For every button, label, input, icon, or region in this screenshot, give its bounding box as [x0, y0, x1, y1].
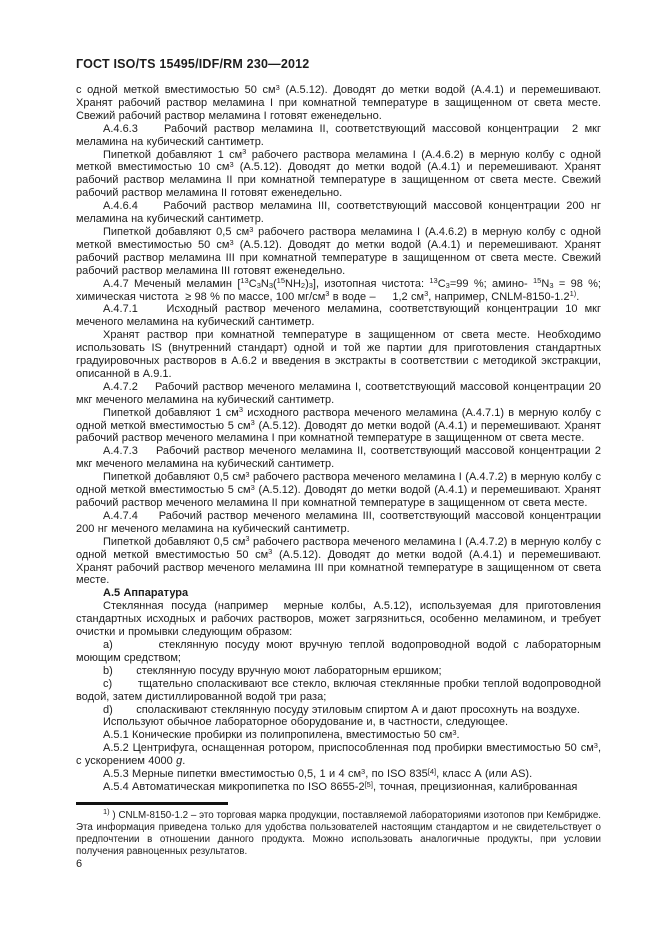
- paragraph: a) стеклянную посуду моют вручную теплой водопроводной водой с лабораторным моющим средством;: [76, 638, 601, 664]
- paragraph: А.5 Аппаратура: [103, 587, 189, 600]
- paragraph: Пипеткой добавляют 1 $см^3$ исходного раствора меченого меламина (А.4.7.1) в мерную колбу с одной меткой вместимостью 5 $см^3$ (А.5.12). Доводят до метки водой (А.4.1) и перемешивают. Хранят рабочий раствор меченого меламина I при комнатной температуре в защищенном от света месте.: [76, 405, 601, 445]
- paragraph: А.4.6.4 Рабочий раствор меламина III, соответствующий массовой концентрации 200 нг меламина на кубический сантиметр.: [76, 200, 601, 226]
- paragraph: Хранят раствор при комнатной температуре в защищенном от света месте. Необходимо использовать IS (внутренний стандарт) одной и той же партии для приготовления стандартных градуировочных растворов в А.6.2 и введения в экстракты в соответствии с методикой экстракции, описанной в А.9.1.: [76, 329, 601, 380]
- paragraph: Пипеткой добавляют 0,5 $см^3$ рабочего раствора меченого меламина I (А.4.7.2) в мерную колбу с одной меткой вместимостью 5 $см^3$ (А.5.12). Доводят до метки водой (А.4.1) и перемешивают. Хранят рабочий раствор меченого меламина II при комнатной температуре в защищенном от света месте.: [76, 469, 601, 509]
- paragraph: c) тщательно споласкивают все стекло, включая стеклянные пробки теплой водопроводной водой, затем дистиллированной водой три раза;: [76, 677, 601, 703]
- footnote-rule: [76, 802, 228, 805]
- paragraph: А.4.7 Меченый меламин $[^{13}C_3N_3(^{15}NH_2)_3]$, изотопная чистота: $^{13}C_3=99$ %; амино- $^{15}N_3 = 98$ %; химическая чистота ≥ 98 % по массе, 100 $мг/см^3$ в воде – 1,2 $см^3$, например, CNLM-8150-1.2$^{1)}$.: [76, 276, 601, 303]
- page-number: 6: [76, 858, 83, 871]
- paragraph: Пипеткой добавляют 0,5 $см^3$ рабочего раствора меламина I (А.4.6.2) в мерную колбу с одной меткой вместимостью 50 $см^3$ (А.5.12). Доводят до метки водой (А.4.1) и перемешивают. Хранят рабочий раствор меламина III при комнатной температуре в защищенном от света месте. Свежий рабочий раствор меламина III готовят еженедельно.: [76, 224, 601, 277]
- paragraph: А.4.7.3 Рабочий раствор меченого меламина II, соответствующий массовой концентрации 2 мкг меченого меламина на кубический сантиметр.: [76, 445, 601, 471]
- paragraph: Пипеткой добавляют 0,5 $см^3$ рабочего раствора меченого меламина I (А.4.7.2) в мерную колбу с одной меткой вместимостью 50 $см^3$ (А.5.12). Доводят до метки водой (А.4.1) и перемешивают. Хранят рабочий раствор меченого меламина III при комнатной температуре в защищенном от света месте.: [76, 534, 601, 587]
- paragraph: А.5.2 Центрифуга, оснащенная ротором, приспособленная под пробирки вместимостью 50 $см^3$, с ускорением 4000 g.: [76, 740, 601, 768]
- paragraph: А.4.7.4 Рабочий раствор меченого меламина III, соответствующий массовой концентрации 200 нг меченого меламина на кубический сантиметр.: [76, 509, 601, 535]
- footnote-text: $^{1)}$ ) CNLM-8150-1.2 – это торговая марка продукции, поставляемой лабораториями изотопов при Кембридже. Эта информация приведена только для удобства пользователей настоящим стандартом и не свидетельствует о предпочтении в отношении данного продукта. Можно использовать аналогичные продукты, при условии получения равноценных результатов.: [76, 807, 601, 857]
- doc-title: ГОСТ ISO/TS 15495/IDF/RM 230—2012: [76, 57, 310, 71]
- paragraph: А.5.4 Автоматическая микропипетка по ISO 8655-2[5], точная, прецизионная, калиброванная: [103, 779, 578, 793]
- paragraph: d) споласкивают стеклянную посуду этиловым спиртом А и дают просохнуть на воздухе.: [103, 703, 580, 716]
- paragraph: b) стеклянную посуду вручную моют лабораторным ершиком;: [103, 664, 442, 677]
- paragraph: А.4.7.2 Рабочий раствор меченого меламина I, соответствующий массовой концентрации 20 мкг меченого меламина на кубический сантиметр.: [76, 380, 601, 406]
- paragraph: А.5.1 Конические пробирки из полипропилена, вместимостью 50 $см^3$.: [103, 727, 460, 742]
- document-body: [76, 84, 601, 794]
- paragraph: А.5.3 Мерные пипетки вместимостью 0,5, 1 и 4 $см^3$, по ISO 835[4], класс А (или AS).: [103, 766, 533, 781]
- paragraph: Пипеткой добавляют 1 $см^3$ рабочего раствора меламина I (А.4.6.2) в мерную колбу с одной меткой вместимостью 10 $см^3$ (А.5.12). Доводят до метки водой (А.4.1) и перемешивают. Хранят рабочий раствор меламина II при комнатной температуре в защищенном от света месте. Свежий рабочий раствор меламина II готовят еженедельно.: [76, 147, 601, 200]
- paragraph: Используют обычное лабораторное оборудование и, в частности, следующее.: [103, 716, 509, 729]
- paragraph: А.4.6.3 Рабочий раствор меламина II, соответствующий массовой концентрации 2 мкг меламина на кубический сантиметр.: [76, 122, 601, 148]
- paragraph: Стеклянная посуда (например мерные колбы, А.5.12), используемая для приготовления стандартных исходных и рабочих растворов, может загрязниться, особенно меламином, и требует очистки и промывки следующим образом:: [76, 600, 601, 639]
- paragraph: с одной меткой вместимостью 50 $см^3$ (А.5.12). Доводят до метки водой (А.4.1) и перемешивают. Хранят рабочий раствор меламина I при комнатной температуре в защищенном от света месте. Свежий рабочий раствор меламина I готовят еженедельно.: [76, 82, 601, 122]
- paragraph: А.4.7.1 Исходный раствор меченого меламина, соответствующий концентрации 10 мкг меченого меламина на кубический сантиметр.: [76, 303, 601, 329]
